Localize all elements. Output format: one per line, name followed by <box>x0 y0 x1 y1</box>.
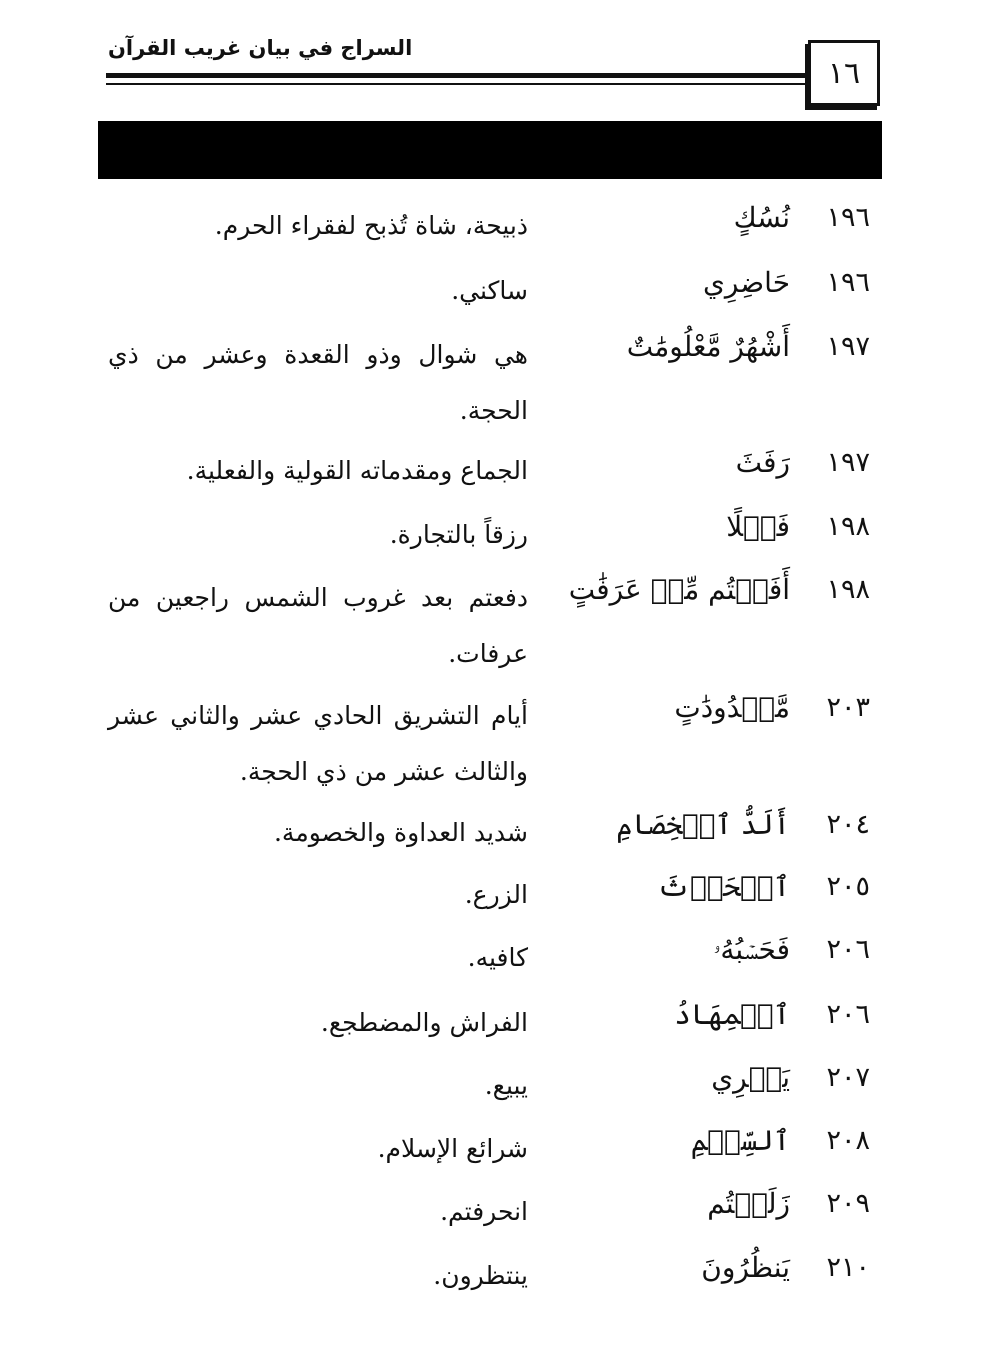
quran-word: زَلَلۡتُم <box>707 1187 790 1220</box>
quran-word: مَّعۡدُودَٰتٍ <box>674 691 790 724</box>
book-title: السراج في بيان غريب القرآن <box>108 36 413 60</box>
verse-number: ١٩٧ <box>826 331 870 362</box>
word-meaning: الجماع ومقدماته القولية والفعلية. <box>186 456 528 485</box>
verse-number: ١٩٨ <box>826 511 870 542</box>
black-header-band <box>98 121 882 179</box>
word-meaning: ذبيحة، شاة تُذبح لفقراء الحرم. <box>214 211 528 240</box>
word-meaning: شرائع الإسلام. <box>377 1134 528 1163</box>
glossary-entry <box>0 1058 1000 1122</box>
verse-number: ١٩٦ <box>826 202 870 233</box>
quran-word: ٱلسِّلۡمِ <box>690 1124 790 1157</box>
verse-number: ٢١٠ <box>826 1252 870 1283</box>
glossary-entry <box>0 930 1000 994</box>
verse-number: ٢٠٤ <box>826 809 870 840</box>
glossary-entry <box>0 688 1000 786</box>
verse-number: ٢٠٦ <box>826 934 870 965</box>
word-meaning: كافيه. <box>467 943 528 972</box>
word-meaning: أيام التشريق الحادي عشر والثاني عشر والثالث عشر من ذي الحجة. <box>108 701 528 786</box>
glossary-entry <box>0 995 1000 1059</box>
glossary-entry <box>0 507 1000 571</box>
quran-word: أَفَضۡتُم مِّنۡ عَرَفَٰتٍ <box>568 573 790 606</box>
quran-word: أَشْهُرٌ مَّعْلُومَٰتٌ <box>626 330 790 363</box>
word-meaning: شديد العداوة والخصومة. <box>273 818 528 847</box>
glossary-entry <box>0 1121 1000 1185</box>
word-meaning: انحرفتم. <box>440 1197 528 1226</box>
header-rule-thick <box>106 73 808 78</box>
quran-word: ٱلۡحَرۡثَ <box>657 870 790 903</box>
header-rule-thin <box>106 83 808 85</box>
quran-word: فَضۡلًا <box>726 510 790 543</box>
verse-number: ١٩٦ <box>826 267 870 298</box>
word-meaning: رزقاً بالتجارة. <box>389 520 528 549</box>
word-meaning: ساكني. <box>451 276 528 305</box>
quran-word: ٱلۡمِهَادُ <box>674 998 790 1031</box>
verse-number: ٢٠٣ <box>826 692 870 723</box>
verse-number: ٢٠٦ <box>826 999 870 1030</box>
verse-number: ٢٠٧ <box>826 1062 870 1093</box>
glossary-entry <box>0 1248 1000 1312</box>
page-number-box <box>808 40 880 106</box>
verse-number: ١٩٨ <box>826 574 870 605</box>
verse-number: ٢٠٨ <box>826 1125 870 1156</box>
glossary-entry <box>0 263 1000 327</box>
glossary-entry <box>0 327 1000 425</box>
verse-number: ٢٠٥ <box>826 871 870 902</box>
glossary-entry <box>0 198 1000 262</box>
verse-number: ٢٠٩ <box>826 1188 870 1219</box>
quran-word: أَلَدُّ ٱلۡخِصَامِ <box>616 808 790 841</box>
word-meaning: الفراش والمضطجع. <box>320 1008 528 1037</box>
glossary-entry <box>0 1184 1000 1248</box>
verse-number: ١٩٧ <box>826 447 870 478</box>
quran-word: حَاضِرِي <box>703 266 790 299</box>
word-meaning: يبيع. <box>484 1071 528 1100</box>
glossary-entry <box>0 570 1000 668</box>
glossary-entry <box>0 805 1000 869</box>
glossary-entry <box>0 443 1000 507</box>
quran-word: يَنظُرُونَ <box>701 1251 790 1284</box>
quran-word: فَحَسۡبُهُۥ <box>713 933 790 966</box>
quran-word: نُسُكٍ <box>733 201 790 234</box>
quran-word: يَشۡرِي <box>711 1061 790 1094</box>
quran-word: رَفَثَ <box>735 446 790 479</box>
page-number: ١٦ <box>827 55 861 91</box>
word-meaning: هي شوال وذو القعدة وعشر من ذي الحجة. <box>108 340 528 425</box>
word-meaning: دفعتم بعد غروب الشمس راجعين من عرفات. <box>108 583 528 668</box>
word-meaning: ينتظرون. <box>433 1261 528 1290</box>
word-meaning: الزرع. <box>464 880 528 909</box>
glossary-entry <box>0 867 1000 931</box>
